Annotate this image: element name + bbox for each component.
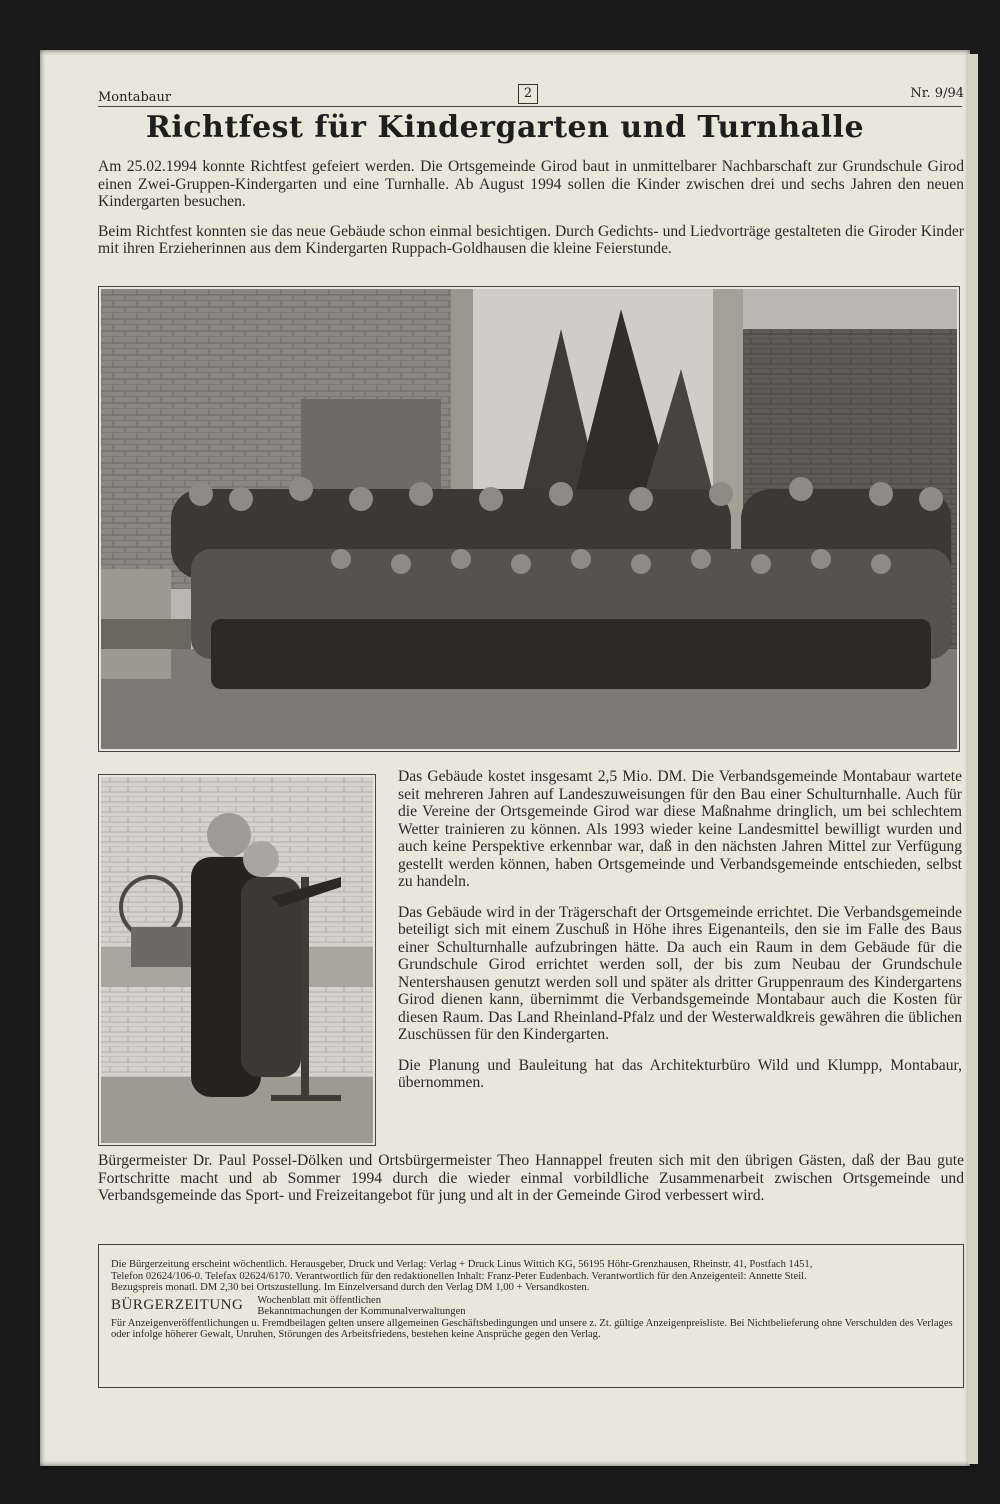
- speaker-photo: [98, 774, 376, 1146]
- group-photo: [98, 286, 960, 752]
- imprint-line-4: Für Anzeigenveröffentlichungen u. Fremdbeilagen gelten unsere allgemeinen Geschäftsbedingungen und unsere z. Zt. gültige Anzeigenpreisliste. Bei Nichtbelieferung ohne Verschulden des Verlages oder infolge höherer Gewalt, Unruhen, Störungen des Arbeitsfriedens, bestehen keine Ansprüche gegen den Verlag.: [111, 1317, 953, 1341]
- masthead: [98, 86, 962, 108]
- issue-number: Nr. 9/94: [910, 86, 964, 101]
- imprint-brand: BÜRGERZEITUNG: [111, 1297, 244, 1314]
- article-intro: [98, 158, 964, 270]
- imprint-line-2: Telefon 02624/106-0. Telefax 02624/6170. Verantwortlich für den redaktionellen Inhalt: Franz-Peter Eudenbach. Verantwortlich für den Anzeigenteil: Annette Steil.: [111, 1270, 807, 1282]
- imprint-box: [98, 1244, 964, 1388]
- page-number-box: 2: [518, 84, 538, 104]
- imprint-brand-subtitle-1: Wochenblatt mit öffentlichen: [257, 1294, 382, 1306]
- group-photo-image: [101, 289, 957, 749]
- masthead-rule: [98, 106, 962, 107]
- article-body-column: [398, 768, 962, 1105]
- imprint-brand-subtitle-2: Bekanntmachungen der Kommunalverwaltungen: [257, 1305, 466, 1317]
- page-edge: [968, 54, 978, 1464]
- body-paragraph-1: Das Gebäude kostet insgesamt 2,5 Mio. DM. Die Verbandsgemeinde Montabaur wartete seit mehreren Jahren auf Landeszuweisungen für den Bau einer Schulturnhalle. Auch für die Vereine der Ortsgemeinde Girod war diese Maßnahme dringlich, um bei schlechtem Wetter trainieren zu können. Als 1993 wieder keine Landesmittel bewilligt wurden und auch keine Perspektive erkennbar war, daß in den nächsten Jahren Mittel zur Verfügung gestellt werden können, haben Ortsgemeinde und Verbandsgemeinde entschieden, selbst zu handeln.: [398, 768, 962, 890]
- speaker-photo-image: [101, 777, 373, 1143]
- imprint-brand-subtitle: [257, 1295, 465, 1317]
- intro-paragraph-1: Am 25.02.1994 konnte Richtfest gefeiert werden. Die Ortsgemeinde Girod baut in unmittelbarer Nachbarschaft zur Grundschule Girod einen Zwei-Gruppen-Kindergarten und eine Turnhalle. Ab August 1994 sollen die Kinder zwischen drei und sechs Jahren den neuen Kindergarten besuchen.: [98, 158, 964, 210]
- body-paragraph-3: Die Planung und Bauleitung hat das Architekturbüro Wild und Klumpp, Montabaur, übernommen.: [398, 1056, 962, 1091]
- imprint-line-1: Die Bürgerzeitung erscheint wöchentlich. Herausgeber, Druck und Verlag: Verlag + Druck Linus Wittich KG, 56195 Höhr-Grenzhausen, Rheinstr. 41, Postfach 1451,: [111, 1259, 813, 1270]
- article-headline: Richtfest für Kindergarten und Turnhalle: [145, 110, 865, 145]
- intro-paragraph-2: Beim Richtfest konnten sie das neue Gebäude schon einmal besichtigen. Durch Gedichts- und Liedvorträge gestalteten die Giroder Kinder mit ihren Erzieherinnen aus dem Kindergarten Ruppach-Goldhausen die kleine Feierstunde.: [98, 222, 964, 257]
- closing-paragraph: Bürgermeister Dr. Paul Possel-Dölken und Ortsbürgermeister Theo Hannappel freuten sich mit den übrigen Gästen, daß der Bau gute Fortschritte macht und ab Sommer 1994 durch die wieder einmal vorbildliche Zusammenarbeit zwischen Ortsgemeinde und Verbandsgemeinde das Sport- und Freizeitangebot für jung und alt in der Gemeinde Girod verbessert wird.: [98, 1152, 964, 1204]
- imprint-brand-row: [111, 1295, 953, 1317]
- masthead-town: Montabaur: [98, 90, 172, 105]
- newspaper-page: [40, 50, 970, 1466]
- imprint-line-3: Bezugspreis monatl. DM 2,30 bei Ortszustellung. Im Einzelversand durch den Verlag DM 1,00 + Versandkosten.: [111, 1282, 590, 1294]
- body-paragraph-2: Das Gebäude wird in der Trägerschaft der Ortsgemeinde errichtet. Die Verbandsgemeinde beteiligt sich mit einem Zuschuß in Höhe ihres Eigenanteils, den sie im Falle des Baus einer Schulturnhalle aufzubringen hätte. Da auch ein Raum in dem Gebäude für die Grundschule Girod errichtet werden soll, der bis zum Neubau der Grundschule Nentershausen genutzt werden soll und später als dritter Gruppenraum des Kindergartens Girod dienen kann, übernimmt die Verbandsgemeinde Montabaur auch die Kosten für diesen Raum. Das Land Rheinland-Pfalz und der Westerwaldkreis gewähren die üblichen Zuschüssen für den Kindergarten.: [398, 903, 962, 1043]
